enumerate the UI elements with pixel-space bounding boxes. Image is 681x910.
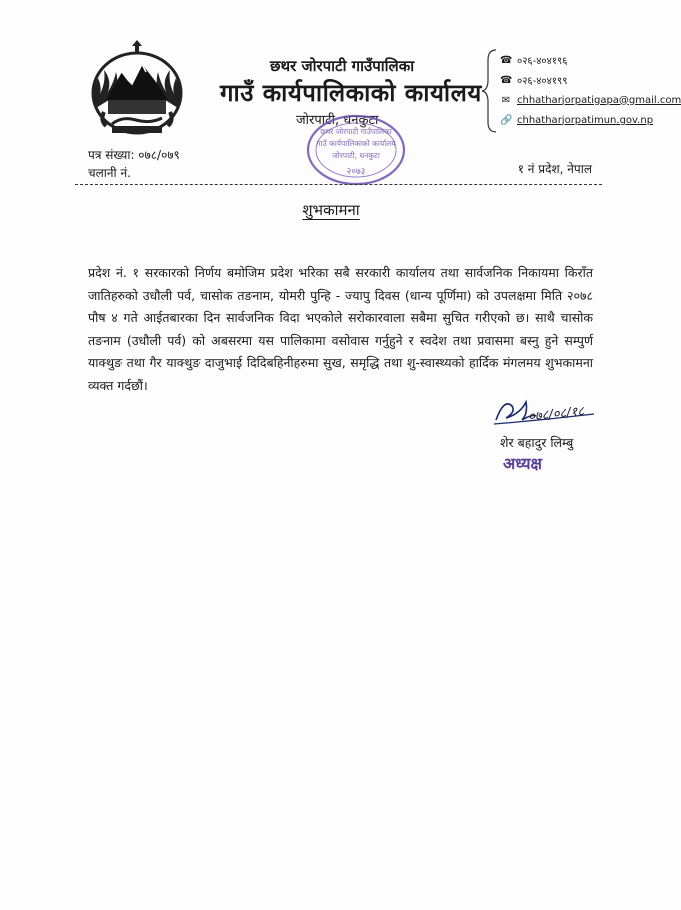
phone-icon: ☎ <box>500 74 513 86</box>
contact-phone-2 <box>500 70 660 90</box>
stamp-year: २०७३ <box>346 167 366 177</box>
official-stamp <box>300 108 412 192</box>
reference-block <box>88 146 180 182</box>
web-icon: 🔗 <box>500 114 513 126</box>
contact-brace <box>480 48 498 134</box>
contact-list <box>500 50 681 130</box>
phone-number: ०२६-४०४१९६ <box>517 56 568 67</box>
subject-heading <box>0 200 662 220</box>
email-link[interactable]: chhatharjorpatigapa@gmail.com <box>517 94 681 106</box>
phone-icon: ☎ <box>500 54 513 66</box>
letter-number: पत्र संख्या: ०७८/०७९ <box>88 148 180 162</box>
contact-email[interactable] <box>500 90 681 110</box>
website-link[interactable]: chhatharjorpatimun.gov.np <box>517 114 654 126</box>
office-name: गाउँ कार्यपालिकाको कार्यालय <box>220 79 482 107</box>
phone-number: ०२६-४०४१९९ <box>517 76 568 87</box>
municipality-name: छथर जोरपाटी गाउँपालिका <box>270 57 415 75</box>
contact-phone-1 <box>500 50 660 70</box>
email-icon: ✉ <box>501 94 511 106</box>
stamp-text-mid: गाउँ कार्यपालिकाको कार्यालय <box>316 139 396 148</box>
dispatch-number: चलानी नं. <box>88 166 131 180</box>
subject-text: शुभकामना <box>302 201 360 219</box>
signer-title: अध्यक्ष <box>503 454 542 473</box>
contact-website[interactable] <box>500 110 660 130</box>
header-divider <box>75 184 602 185</box>
stamp-text-bottom: जोरपाटी, धनकुटा <box>332 151 380 160</box>
signer-name: शेर बहादुर लिम्बु <box>500 435 574 450</box>
letter-body: प्रदेश नं. १ सरकारको निर्णय बमोजिम प्रदेश भरिका सबै सरकारी कार्यालय तथा सार्वजनिक निकायमा किराँत जातिहरुको उधौली पर्व, चासोक तङनाम, योमरी पुन्हि - ज्यापु दिवस (धान्य पूर्णिमा) को उपलक्षमा मिति २०७८ पौष ४ गते आईतबारका दिन सार्वजनिक विदा भएकोले सरोकारवाला सबैमा सुचित गरीएको छ। साथै चासोक तङनाम (उधौली पर्व) को अबसरमा यस पालिकामा वसोवास गर्नुहुने र स्वदेश तथा प्रवासमा बस्नु हुने सम्पुर्ण याक्थुङ तथा गैर याक्थुङ दाजुभाई दिदिबहिनीहरुमा सुख, समृद्धि तथा शु-स्वास्थ्यको हार्दिक मंगलमय शुभकामना व्यक्त गर्दछौं। <box>88 265 593 393</box>
province-label: १ नं प्रदेश, नेपाल <box>517 162 592 176</box>
stamp-text-top: छथर जोरपाटी गाउँपालिका <box>320 127 392 136</box>
office-address: जोरपाटी, धनकुटा <box>296 113 379 128</box>
signature-date: ०७८/०८/१८ <box>527 404 585 425</box>
nepal-emblem-icon <box>82 38 192 143</box>
